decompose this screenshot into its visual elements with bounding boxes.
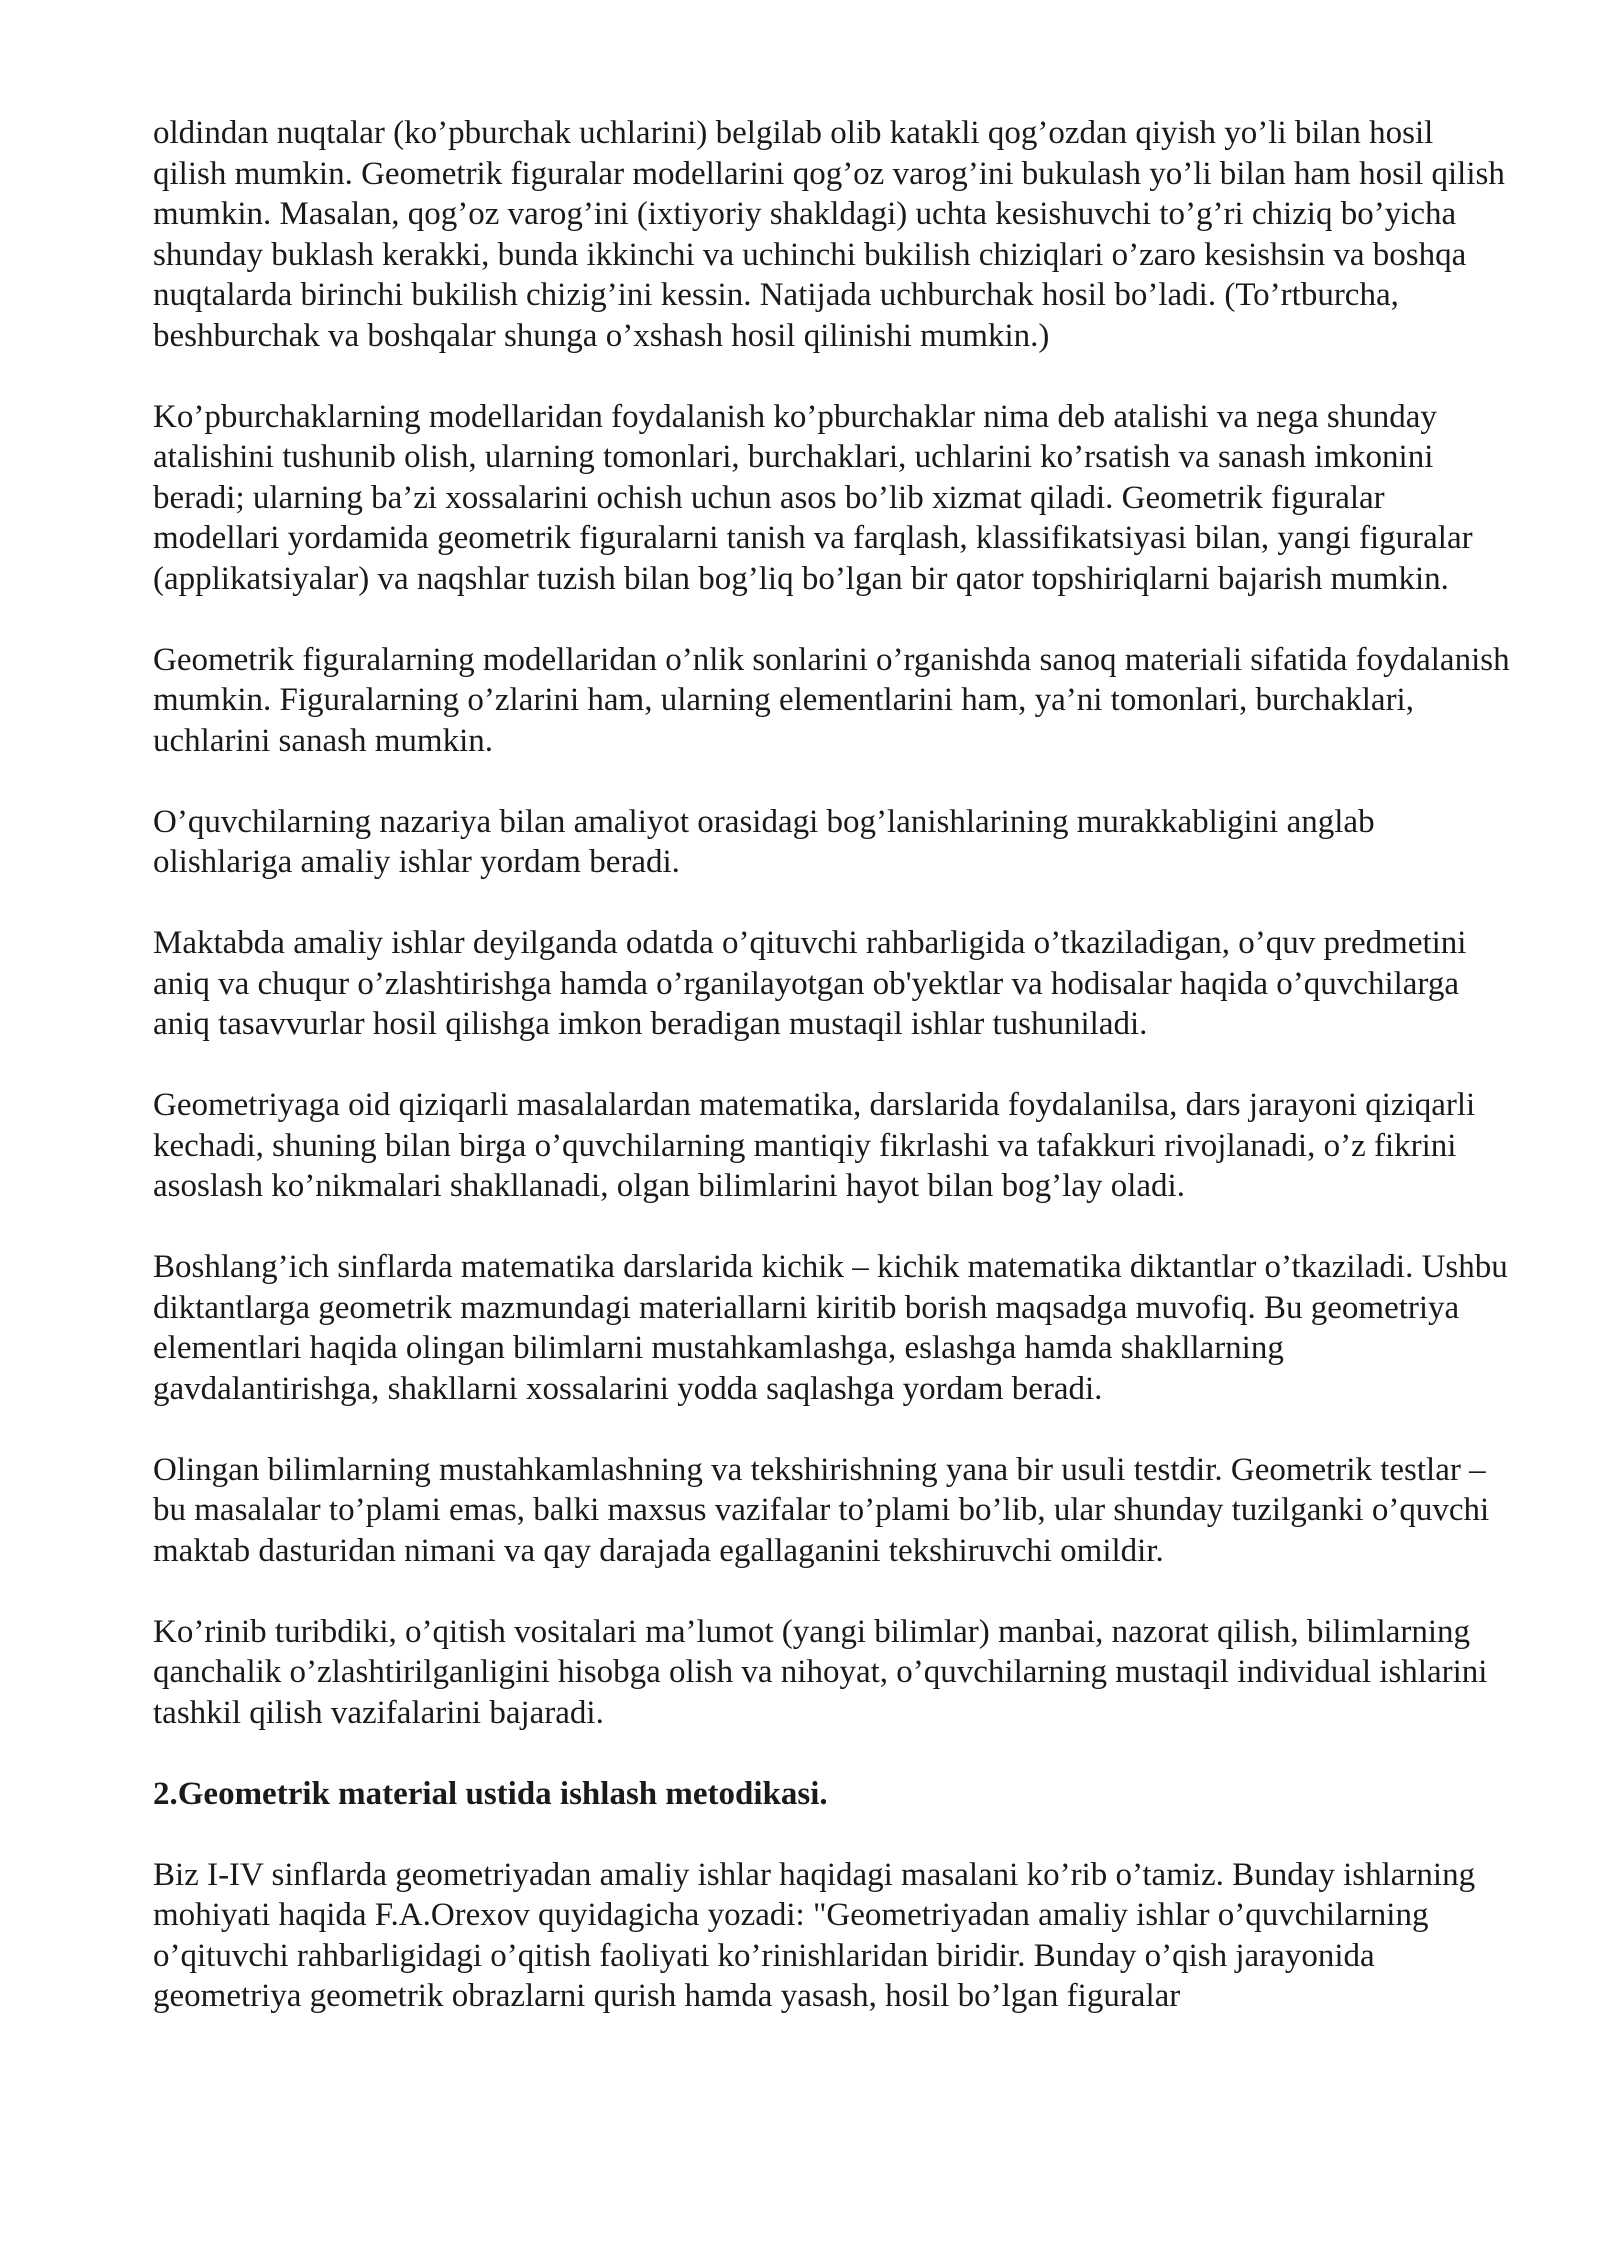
paragraph-6: Geometriyaga oid qiziqarli masalalardan matematika, darslarida foydalanilsa, dars jarayoni qiziqarli kechadi, shuning bilan birga o’quvchilarning mantiqiy fikrlashi va tafakkuri rivojlanadi, o’z fikrini asoslash ko’nikmalari shakllanadi, olgan bilimlarini hayot bilan bog’lay oladi. bbox=[153, 1087, 1476, 1204]
paragraph-4: O’quvchilarning nazariya bilan amaliyot orasidagi bog’lanishlarining murakkabligini anglab olishlariga amaliy ishlar yordam beradi. bbox=[153, 803, 1375, 880]
paragraph-2: Ko’pburchaklarning modellaridan foydalanish ko’pburchaklar nima deb atalishi va nega shunday atalishini tushunib olish, ularning tomonlari, burchaklari, uchlarini ko’rsatish va sanash imkonini beradi; ularning ba’zi xossalarini ochish uchun asos bo’lib xizmat qiladi. Geometrik figuralar modellari yordamida geometrik figuralarni tanish va farqlash, klassifikatsiyasi bilan, yangi figuralar (applikatsiyalar) va naqshlar tuzish bilan bog’liq bo’lgan bir qator topshiriqlarni bajarish mumkin. bbox=[153, 398, 1473, 597]
paragraph-7: Boshlang’ich sinflarda matematika darslarida kichik – kichik matematika diktantlar o’tkaziladi. Ushbu diktantlarga geometrik mazmundagi materiallarni kiritib borish maqsadga muvofiq. Bu geometriya elementlari haqida olingan bilimlarni mustahkamlashga, eslashga hamda shakllarning gavdalantirishga, shakllarni xossalarini yodda saqlashga yordam beradi. bbox=[153, 1249, 1508, 1407]
paragraph-9: Ko’rinib turibdiki, o’qitish vositalari ma’lumot (yangi bilimlar) manbai, nazorat qilish, bilimlarning qanchalik o’zlashtirilganligini hisobga olish va nihoyat, o’quvchilarning mustaqil individual ishlarini tashkil qilish vazifalarini bajaradi. bbox=[153, 1613, 1488, 1731]
paragraph-5: Maktabda amaliy ishlar deyilganda odatda o’qituvchi rahbarligida o’tkaziladigan, o’quv predmetini aniq va chuqur o’zlashtirishga hamda o’rganilayotgan ob'yektlar va hodisalar haqida o’quvchilarga aniq tasavvurlar hosil qilishga imkon beradigan mustaqil ishlar tushuniladi. bbox=[153, 925, 1467, 1042]
paragraph-final: Biz I-IV sinflarda geometriyadan amaliy ishlar haqidagi masalani ko’rib o’tamiz. Bunday ishlarning mohiyati haqida F.A.Orexov quyidagicha yozadi: "Geometriyadan amaliy ishlar o’quvchilarning o’qituvchi rahbarligidagi o’qitish faoliyati ko’rinishlaridan biridir. Bunday o’qish jarayonida geometriya geometrik obrazlarni qurish hamda yasash, hosil bo’lgan figuralar bbox=[153, 1856, 1476, 2014]
paragraph-8: Olingan bilimlarning mustahkamlashning va tekshirishning yana bir usuli testdir. Geometrik testlar – bu masalalar to’plami emas, balki maxsus vazifalar to’plami bo’lib, ular shunday tuzilganki o’quvchi maktab dasturidan nimani va qay darajada egallaganini tekshiruvchi omildir. bbox=[153, 1451, 1490, 1569]
section-heading: 2.Geometrik material ustida ishlash metodikasi. bbox=[153, 1775, 828, 1812]
paragraph-1: oldindan nuqtalar (ko’pburchak uchlarini) belgilab olib katakli qog’ozdan qiyish yo’li bilan hosil qilish mumkin. Geometrik figuralar modellarini qog’oz varog’ini bukulash yo’li bilan ham hosil qilish mumkin. Masalan, qog’oz varog’ini (ixtiyoriy shakldagi) uchta kesishuvchi to’g’ri chiziq bo’yicha shunday buklash kerakki, bunda ikkinchi va uchinchi bukilish chiziqlari o’zaro kesishsin va boshqa nuqtalarda birinchi bukilish chizig’ini kessin. Natijada uchburchak hosil bo’ladi. (To’rtburcha, beshburchak va boshqalar shunga o’xshash hosil qilinishi mumkin.) bbox=[153, 115, 1505, 354]
paragraph-3: Geometrik figuralarning modellaridan o’nlik sonlarini o’rganishda sanoq materiali sifatida foydalanish mumkin. Figuralarning o’zlarini ham, ularning elementlarini ham, ya’ni tomonlari, burchaklari, uchlarini sanash mumkin. bbox=[153, 641, 1510, 759]
document-body bbox=[153, 113, 1513, 2057]
